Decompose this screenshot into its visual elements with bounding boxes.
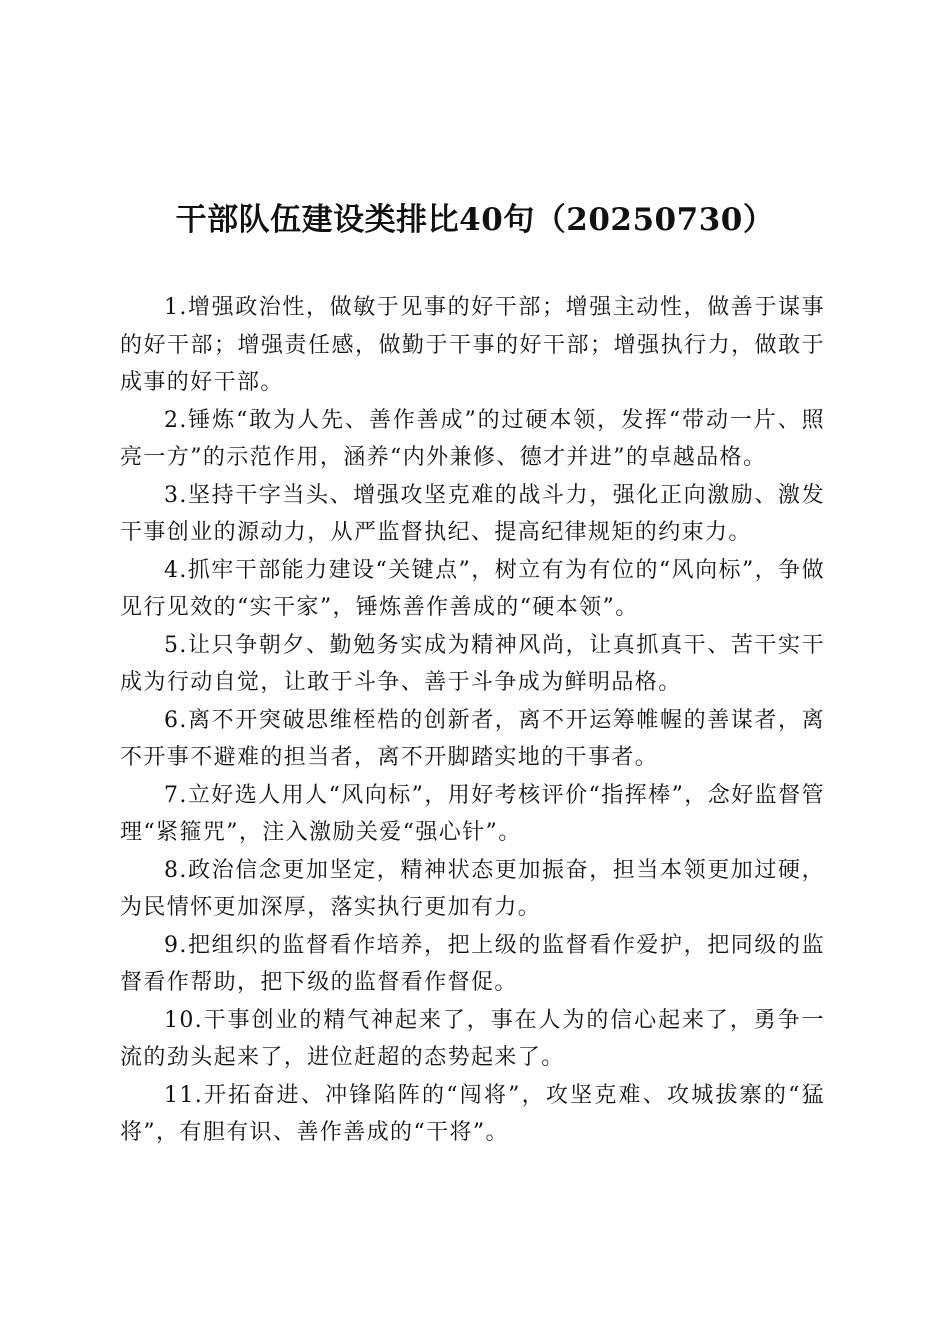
- paragraph-8: 8.政治信念更加坚定，精神状态更加振奋，担当本领更加过硬，为民情怀更加深厚，落实执行更加有力。: [120, 857, 825, 920]
- paragraph-5: 5.让只争朝夕、勤勉务实成为精神风尚，让真抓真干、苦干实干成为行动自觉，让敢于斗争、善于斗争成为鲜明品格。: [120, 632, 825, 695]
- document-title: 干部队伍建设类排比40句（20250730）: [175, 202, 775, 238]
- paragraph-7: 7.立好选人用人“风向标”，用好考核评价“指挥棒”，念好监督管理“紧箍咒”，注入激励关爱“强心针”。: [120, 782, 825, 845]
- paragraph-6: 6.离不开突破思维桎梏的创新者，离不开运筹帷幄的善谋者，离不开事不避难的担当者，离不开脚踏实地的干事者。: [120, 707, 825, 770]
- paragraph-4: 4.抓牢干部能力建设“关键点”，树立有为有位的“风向标”，争做见行见效的“实干家”，锤炼善作善成的“硬本领”。: [120, 557, 825, 620]
- paragraph-3: 3.坚持干字当头、增强攻坚克难的战斗力，强化正向激励、激发干事创业的源动力，从严监督执纪、提高纪律规矩的约束力。: [120, 482, 825, 545]
- paragraph-1: 1.增强政治性，做敏于见事的好干部；增强主动性，做善于谋事的好干部；增强责任感，做勤于干事的好干部；增强执行力，做敢于成事的好干部。: [120, 295, 825, 395]
- document-body: [120, 289, 825, 1152]
- paragraph-11: 11.开拓奋进、冲锋陷阵的“闯将”，攻坚克难、攻城拔寨的“猛将”，有胆有识、善作善成的“干将”。: [120, 1082, 825, 1145]
- paragraph-9: 9.把组织的监督看作培养，把上级的监督看作爱护，把同级的监督看作帮助，把下级的监督看作督促。: [120, 932, 825, 995]
- paragraph-2: 2.锤炼“敢为人先、善作善成”的过硬本领，发挥“带动一片、照亮一方”的示范作用，涵养“内外兼修、德才并进”的卓越品格。: [120, 407, 825, 470]
- paragraph-10: 10.干事创业的精气神起来了，事在人为的信心起来了，勇争一流的劲头起来了，进位赶超的态势起来了。: [120, 1007, 825, 1070]
